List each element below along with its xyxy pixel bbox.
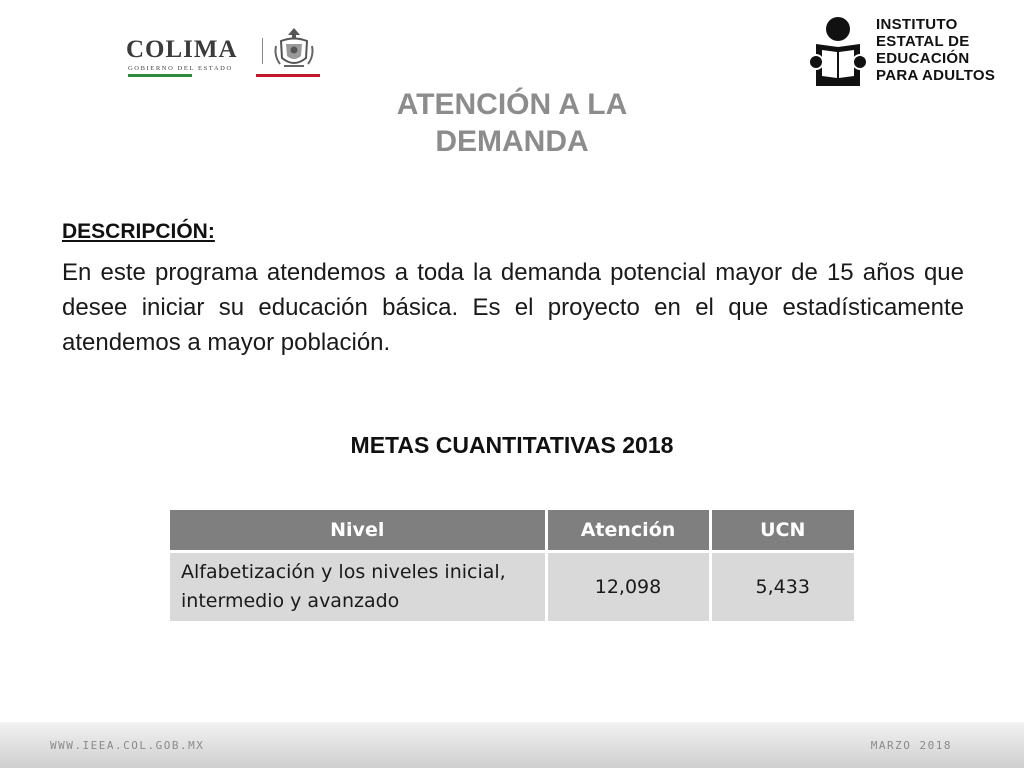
page-title [312, 86, 712, 160]
cell-atencion: 12,098 [546, 552, 710, 622]
ieea-logo-line: ESTATAL DE [876, 33, 970, 50]
ieea-logo-text [876, 16, 995, 84]
table-row [170, 552, 854, 622]
page-title-line: ATENCIÓN A LA [396, 88, 628, 121]
footer-bar [0, 722, 1024, 768]
ieea-logo-line: EDUCACIÓN [876, 50, 970, 67]
column-header-ucn: UCN [710, 510, 854, 552]
cell-ucn: 5,433 [710, 552, 854, 622]
colima-logo [120, 24, 330, 80]
state-seal-icon [272, 26, 316, 72]
column-header-atencion: Atención [546, 510, 710, 552]
goals-title: METAS CUANTITATIVAS 2018 [350, 432, 674, 458]
page-title-line: DEMANDA [435, 125, 589, 158]
colima-logo-subtitle: GOBIERNO DEL ESTADO [128, 65, 233, 72]
footer-website: WWW.IEEA.COL.GOB.MX [50, 739, 205, 752]
flag-color-bar [128, 74, 320, 77]
ieea-logo [808, 14, 1008, 90]
colima-logo-name: COLIMA [126, 36, 238, 63]
goals-table [170, 510, 854, 621]
ieea-logo-line: PARA ADULTOS [876, 67, 996, 84]
cell-nivel: Alfabetización y los niveles inicial, intermedio y avanzado [170, 552, 546, 622]
description-body: En este programa atendemos a toda la demanda potencial mayor de 15 años que desee iniciar su educación básica. Es el proyecto en el que estadísticamente atendemos a mayor población. [62, 259, 964, 356]
description-heading: DESCRIPCIÓN: [62, 220, 215, 243]
ieea-logo-line: INSTITUTO [876, 16, 958, 33]
footer-date: MARZO 2018 [870, 739, 952, 752]
table-header-row [170, 510, 854, 552]
reading-person-icon [808, 16, 868, 88]
column-header-nivel: Nivel [170, 510, 546, 552]
colima-logo-divider [262, 38, 263, 64]
